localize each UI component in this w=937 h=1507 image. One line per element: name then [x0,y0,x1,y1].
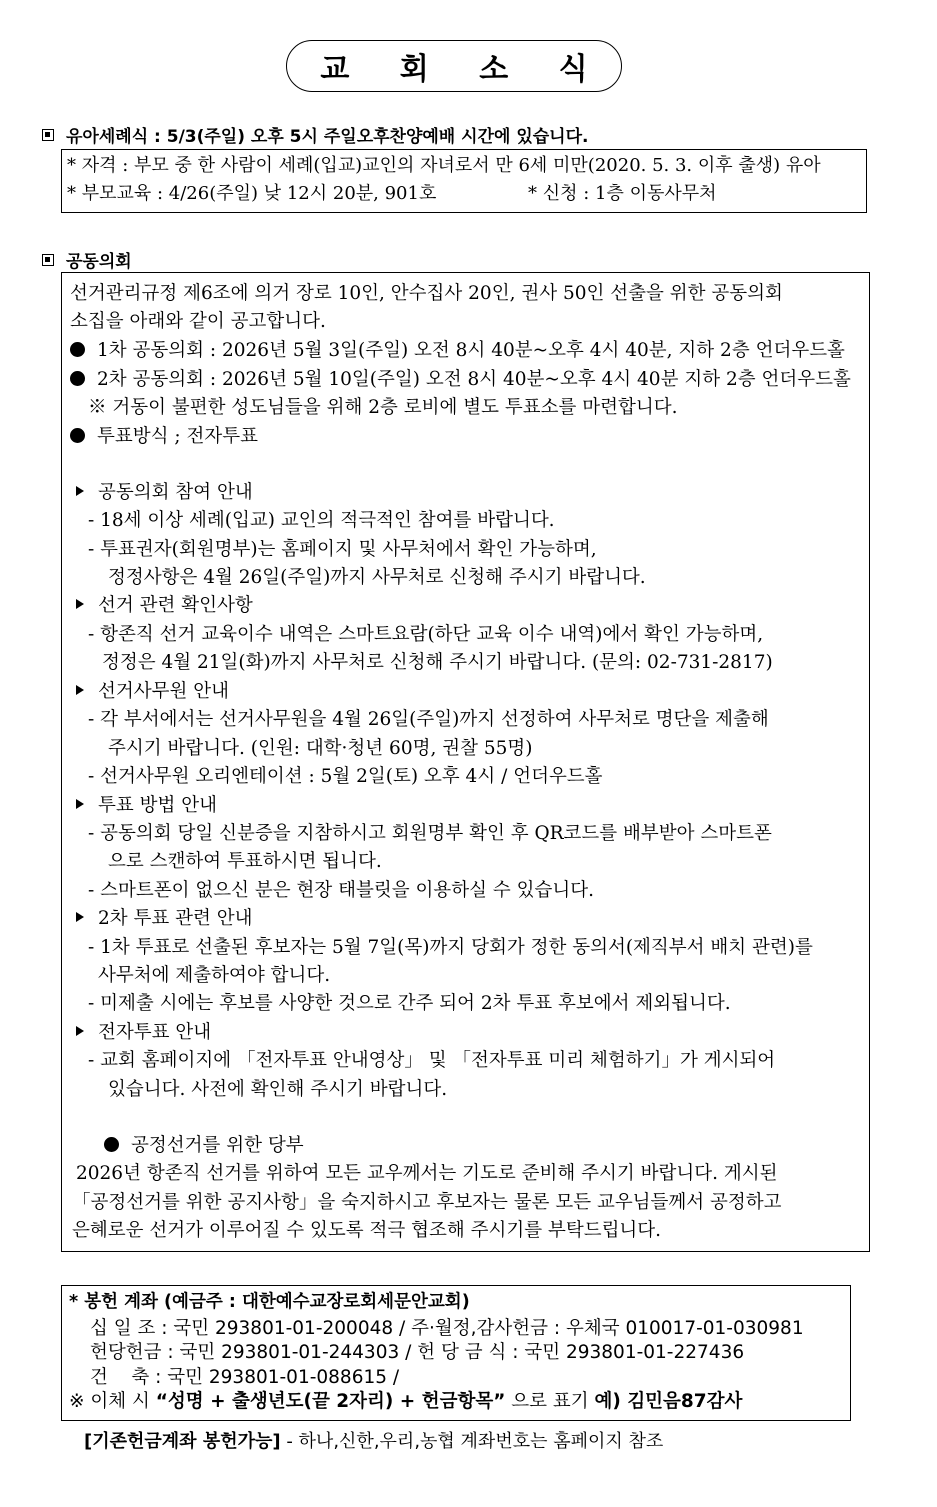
assembly-text: 사무처에 제출하여야 합니다. [98,965,331,986]
footer-label: [기존헌금계좌 봉헌가능] [84,1431,281,1452]
assembly-text: 선거관리규정 제6조에 의거 장로 10인, 안수집사 20인, 권사 50인 선출을 위한 공동의회 [70,283,783,304]
page-title: 교 회 소 식 [286,40,622,92]
offering-account: 건 축 : 국민 293801-01-088615 / [90,1367,400,1388]
baptism-heading-text: 유아세례식 : 5/3(주일) 오후 5시 주일오후찬양예배 시간에 있습니다. [66,127,589,147]
assembly-text: 2차 공동의회 : 2026년 5월 10일(주일) 오전 8시 40분~오후 4시 40분 지하 2층 언더우드홀 [97,369,851,390]
filled-circle-icon [70,371,85,386]
triangle-bullet-icon [76,486,84,496]
assembly-text: - 미제출 시에는 후보를 사양한 것으로 간주 되어 2차 투표 후보에서 제외됩니다. [88,993,731,1014]
assembly-text: - 18세 이상 세례(입교) 교인의 적극적인 참여를 바랍니다. [88,510,555,531]
assembly-text: - 투표권자(회원명부)는 홈페이지 및 사무처에서 확인 가능하며, [88,539,597,560]
triangle-bullet-icon [76,1026,84,1036]
assembly-subheading [76,484,253,503]
triangle-bullet-icon [76,912,84,922]
assembly-text: 소집을 아래와 같이 공고합니다. [70,311,326,332]
note-format: “성명 + 출생년도(끝 2자리) + 헌금항목” [155,1391,506,1412]
assembly-text: 2026년 항존직 선거를 위하여 모든 교우께서는 기도로 준비해 주시기 바랍니다. 게시된 [76,1163,778,1184]
offering-account: 십 일 조 : 국민 293801-01-200048 / 주·월정,감사헌금 : 우체국 010017-01-030981 [90,1318,804,1339]
filled-circle-icon [70,428,85,443]
assembly-text: 「공정선거를 위한 공지사항」을 숙지하시고 후보자는 물론 모든 교우님들께서 공정하고 [72,1192,782,1213]
assembly-subheading [76,1024,211,1043]
triangle-bullet-icon [76,685,84,695]
assembly-text: 투표방식 ; 전자투표 [97,426,258,447]
note-prefix: ※ 이체 시 [69,1391,156,1412]
square-bullet-icon [42,254,54,266]
note-mid: 으로 표기 [505,1391,595,1412]
assembly-text: - 1차 투표로 선출된 후보자는 5월 7일(목)까지 당회가 정한 동의서(제직부서 배치 관련)를 [88,937,813,958]
assembly-text: 투표 방법 안내 [98,795,217,816]
triangle-bullet-icon [76,599,84,609]
assembly-subheading [76,797,217,816]
assembly-text: - 각 부서에서는 선거사무원을 4월 26일(주일)까지 선정하여 사무처로 명단을 제출해 [88,709,769,730]
assembly-text: 1차 공동의회 : 2026년 5월 3일(주일) 오전 8시 40분~오후 4시 40분, 지하 2층 언더우드홀 [97,340,845,361]
assembly-text: 공동의회 참여 안내 [98,482,253,503]
assembly-bullet-line [104,1137,304,1156]
assembly-text: 정정은 4월 21일(화)까지 사무처로 신청해 주시기 바랍니다. (문의: 02-731-2817) [102,652,773,673]
assembly-subheading [76,597,253,616]
assembly-bullet-line [70,428,258,447]
baptism-heading [42,122,588,147]
assembly-box [61,272,870,1252]
assembly-text: - 교회 홈페이지에 「전자투표 안내영상」 및 「전자투표 미리 체험하기」가 게시되어 [88,1050,776,1071]
footer-text: - 하나,신한,우리,농협 계좌번호는 홈페이지 참조 [280,1431,664,1452]
assembly-text: 선거 관련 확인사항 [98,595,253,616]
assembly-bullet-line [70,342,845,361]
assembly-text: 있습니다. 사전에 확인해 주시기 바랍니다. [108,1079,448,1100]
filled-circle-icon [104,1137,119,1152]
note-example: 예) 김민음87감사 [594,1391,743,1412]
assembly-text: - 항존직 선거 교육이수 내역은 스마트요람(하단 교육 이수 내역)에서 확인 가능하며, [88,624,764,645]
baptism-apply: * 신청 : 1층 이동사무처 [528,183,717,204]
assembly-text: - 공동의회 당일 신분증을 지참하시고 회원명부 확인 후 QR코드를 배부받아 스마트폰 [88,823,772,844]
assembly-subheading [76,683,229,702]
assembly-text: 은혜로운 선거가 이루어질 수 있도록 적극 협조해 주시기를 부탁드립니다. [72,1220,662,1241]
filled-circle-icon [70,342,85,357]
assembly-text: 2차 투표 관련 안내 [98,908,253,929]
assembly-heading-text: 공동의회 [66,252,132,272]
assembly-bullet-line [70,371,851,390]
offering-transfer-note [69,1393,742,1412]
baptism-qualification: * 자격 : 부모 중 한 사람이 세례(입교)교인의 자녀로서 만 6세 미만(2020. 5. 3. 이후 출생) 유아 [67,155,821,176]
assembly-text: - 선거사무원 오리엔테이션 : 5월 2일(토) 오후 4시 / 언더우드홀 [88,766,603,787]
triangle-bullet-icon [76,799,84,809]
assembly-text: 전자투표 안내 [98,1022,212,1043]
assembly-text: 정정사항은 4월 26일(주일)까지 사무처로 신청해 주시기 바랍니다. [108,567,646,588]
assembly-text: 으로 스캔하여 투표하시면 됩니다. [108,851,382,872]
square-bullet-icon [42,129,54,141]
baptism-parent-education: * 부모교육 : 4/26(주일) 낮 12시 20분, 901호 [67,183,437,204]
assembly-text: 공정선거를 위한 당부 [131,1135,304,1156]
offering-account: 헌당헌금 : 국민 293801-01-244303 / 헌 당 금 식 : 국민 293801-01-227436 [90,1342,745,1363]
assembly-text: 주시기 바랍니다. (인원: 대학·청년 60명, 권찰 55명) [108,738,533,759]
assembly-heading [42,247,132,272]
assembly-text: ※ 거동이 불편한 성도님들을 위해 2층 로비에 별도 투표소를 마련합니다. [88,397,678,418]
assembly-subheading [76,910,253,929]
assembly-text: - 스마트폰이 없으신 분은 현장 태블릿을 이용하실 수 있습니다. [88,880,594,901]
offering-footer [84,1433,663,1451]
offering-heading: * 봉헌 계좌 (예금주 : 대한예수교장로회세문안교회) [69,1292,470,1312]
assembly-text: 선거사무원 안내 [98,681,229,702]
